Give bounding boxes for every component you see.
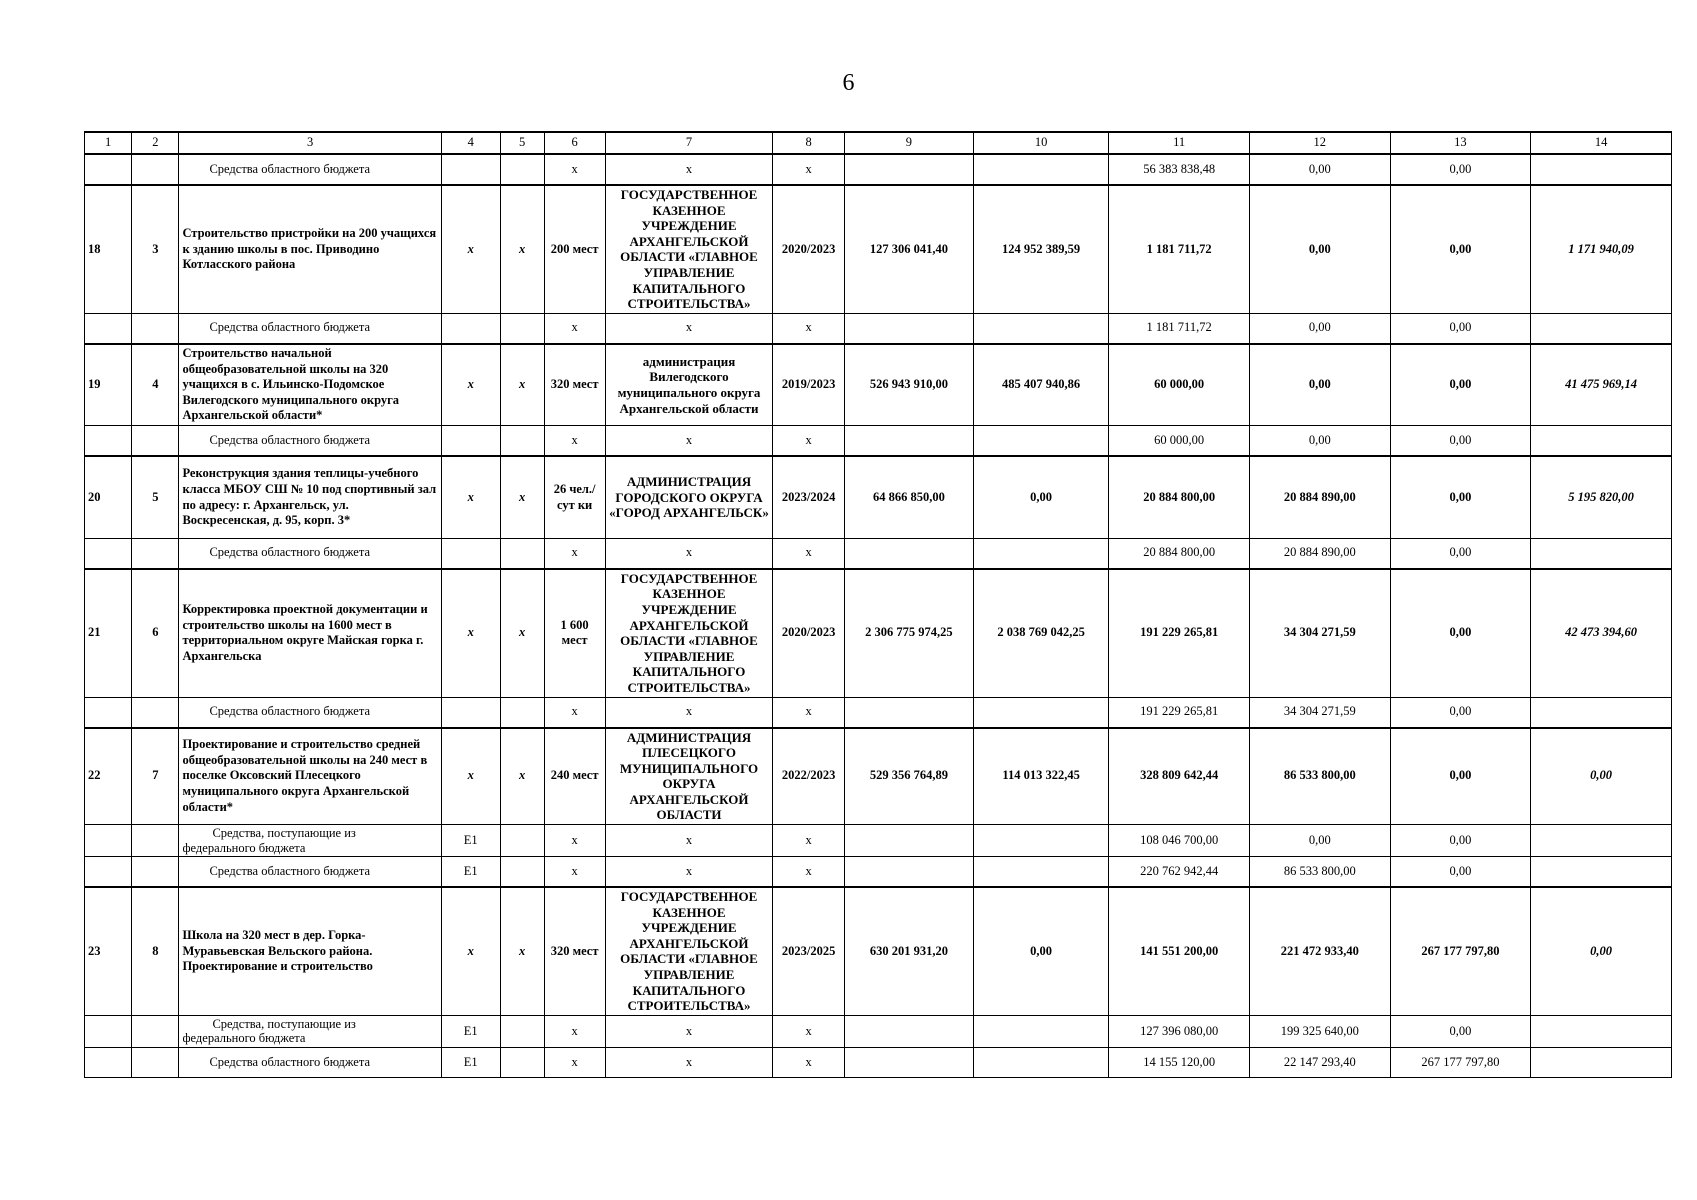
capacity: 320 мест xyxy=(544,344,605,426)
funding-source-row xyxy=(85,1015,1672,1047)
empty-cell xyxy=(1531,825,1672,857)
empty-cell xyxy=(1531,857,1672,888)
col6-value: х xyxy=(544,313,605,344)
empty-cell xyxy=(132,154,179,185)
col4-code: Е1 xyxy=(441,857,500,888)
header-col-8: 8 xyxy=(773,132,844,154)
amount-col11: 127 396 080,00 xyxy=(1109,1015,1250,1047)
col7-value: х xyxy=(605,1047,773,1077)
amount-col11: 56 383 838,48 xyxy=(1109,154,1250,185)
header-col-2: 2 xyxy=(132,132,179,154)
col4-code: Е1 xyxy=(441,1015,500,1047)
empty-cell xyxy=(85,538,132,569)
empty-cell xyxy=(85,825,132,857)
item-number: 3 xyxy=(132,185,179,313)
customer-org: ГОСУДАРСТВЕННОЕ КАЗЕННОЕ УЧРЕЖДЕНИЕ АРХАНГЕЛЬСКОЙ ОБЛАСТИ «ГЛАВНОЕ УПРАВЛЕНИЕ КАПИТАЛЬНОГО СТРОИТЕЛЬСТВА» xyxy=(605,185,773,313)
amount-col13: 0,00 xyxy=(1390,185,1531,313)
funding-source xyxy=(179,1015,441,1047)
header-col-9: 9 xyxy=(844,132,973,154)
capacity: 26 чел./сут ки xyxy=(544,456,605,538)
empty-cell xyxy=(844,1047,973,1077)
funded-before: 0,00 xyxy=(973,456,1108,538)
period: 2023/2024 xyxy=(773,456,844,538)
amount-col12: 86 533 800,00 xyxy=(1249,857,1390,888)
funded-before: 485 407 940,86 xyxy=(973,344,1108,426)
amount-col11: 328 809 642,44 xyxy=(1109,728,1250,825)
empty-cell xyxy=(1531,538,1672,569)
col5-value: х xyxy=(500,887,544,1015)
col7-value: х xyxy=(605,538,773,569)
empty-cell xyxy=(500,154,544,185)
col7-value: х xyxy=(605,154,773,185)
item-number: 4 xyxy=(132,344,179,426)
amount-col13: 0,00 xyxy=(1390,456,1531,538)
col8-value: х xyxy=(773,1015,844,1047)
empty-cell xyxy=(973,313,1108,344)
empty-cell xyxy=(844,538,973,569)
project-name: Строительство начальной общеобразовательной школы на 320 учащихся в с. Ильинско-Подомское Вилегодского муниципального округа Архангельской области* xyxy=(179,344,441,426)
col8-value: х xyxy=(773,313,844,344)
col8-value: х xyxy=(773,538,844,569)
amount-col11: 60 000,00 xyxy=(1109,344,1250,426)
empty-cell xyxy=(500,697,544,728)
empty-cell xyxy=(500,426,544,457)
funding-source-line2: федерального бюджета xyxy=(182,1031,306,1046)
empty-cell xyxy=(132,857,179,888)
estimated-cost: 64 866 850,00 xyxy=(844,456,973,538)
row-number: 18 xyxy=(85,185,132,313)
project-name: Проектирование и строительство средней общеобразовательной школы на 240 мест в поселке Оксовский Плесецкого муниципального округа Архангельской области* xyxy=(179,728,441,825)
empty-cell xyxy=(132,697,179,728)
empty-cell xyxy=(973,825,1108,857)
capacity: 1 600 мест xyxy=(544,569,605,697)
capacity: 320 мест xyxy=(544,887,605,1015)
header-col-14: 14 xyxy=(1531,132,1672,154)
amount-col11: 220 762 942,44 xyxy=(1109,857,1250,888)
funding-source-row xyxy=(85,538,1672,569)
header-col-6: 6 xyxy=(544,132,605,154)
empty-cell xyxy=(85,313,132,344)
col7-value: х xyxy=(605,857,773,888)
funding-source-row xyxy=(85,857,1672,888)
empty-cell xyxy=(132,825,179,857)
amount-col13: 267 177 797,80 xyxy=(1390,1047,1531,1077)
empty-cell xyxy=(973,1015,1108,1047)
funding-source: Средства областного бюджета xyxy=(179,697,441,728)
empty-cell xyxy=(500,857,544,888)
funding-source: Средства областного бюджета xyxy=(179,538,441,569)
remaining-amount: 41 475 969,14 xyxy=(1531,344,1672,426)
row-number: 20 xyxy=(85,456,132,538)
empty-cell xyxy=(844,825,973,857)
empty-cell xyxy=(844,697,973,728)
col7-value: х xyxy=(605,697,773,728)
row-number: 22 xyxy=(85,728,132,825)
funded-before: 114 013 322,45 xyxy=(973,728,1108,825)
project-row xyxy=(85,185,1672,313)
funding-source: Средства областного бюджета xyxy=(179,426,441,457)
estimated-cost: 127 306 041,40 xyxy=(844,185,973,313)
empty-cell xyxy=(85,1015,132,1047)
capacity: 240 мест xyxy=(544,728,605,825)
estimated-cost: 526 943 910,00 xyxy=(844,344,973,426)
project-row xyxy=(85,887,1672,1015)
amount-col12: 199 325 640,00 xyxy=(1249,1015,1390,1047)
amount-col13: 0,00 xyxy=(1390,569,1531,697)
funding-source-row xyxy=(85,697,1672,728)
col6-value: х xyxy=(544,1047,605,1077)
project-name: Школа на 320 мест в дер. Горка-Муравьевская Вельского района. Проектирование и строительство xyxy=(179,887,441,1015)
funding-source: Средства областного бюджета xyxy=(179,313,441,344)
remaining-amount: 0,00 xyxy=(1531,887,1672,1015)
row-number: 21 xyxy=(85,569,132,697)
empty-cell xyxy=(500,538,544,569)
col8-value: х xyxy=(773,426,844,457)
col7-value: х xyxy=(605,825,773,857)
amount-col11: 14 155 120,00 xyxy=(1109,1047,1250,1077)
empty-cell xyxy=(973,1047,1108,1077)
col4-code xyxy=(441,697,500,728)
project-row xyxy=(85,344,1672,426)
amount-col13: 0,00 xyxy=(1390,154,1531,185)
amount-col12: 0,00 xyxy=(1249,154,1390,185)
header-col-1: 1 xyxy=(85,132,132,154)
col6-value: х xyxy=(544,697,605,728)
col4-value: х xyxy=(441,344,500,426)
row-number: 19 xyxy=(85,344,132,426)
customer-org: ГОСУДАРСТВЕННОЕ КАЗЕННОЕ УЧРЕЖДЕНИЕ АРХАНГЕЛЬСКОЙ ОБЛАСТИ «ГЛАВНОЕ УПРАВЛЕНИЕ КАПИТАЛЬНОГО СТРОИТЕЛЬСТВА» xyxy=(605,569,773,697)
header-col-11: 11 xyxy=(1109,132,1250,154)
empty-cell xyxy=(844,1015,973,1047)
customer-org: ГОСУДАРСТВЕННОЕ КАЗЕННОЕ УЧРЕЖДЕНИЕ АРХАНГЕЛЬСКОЙ ОБЛАСТИ «ГЛАВНОЕ УПРАВЛЕНИЕ КАПИТАЛЬНОГО СТРОИТЕЛЬСТВА» xyxy=(605,887,773,1015)
empty-cell xyxy=(1531,697,1672,728)
amount-col12: 20 884 890,00 xyxy=(1249,538,1390,569)
period: 2022/2023 xyxy=(773,728,844,825)
capacity: 200 мест xyxy=(544,185,605,313)
amount-col13: 267 177 797,80 xyxy=(1390,887,1531,1015)
empty-cell xyxy=(132,313,179,344)
col4-value: х xyxy=(441,185,500,313)
estimated-cost: 630 201 931,20 xyxy=(844,887,973,1015)
amount-col13: 0,00 xyxy=(1390,313,1531,344)
header-col-10: 10 xyxy=(973,132,1108,154)
funding-source-row xyxy=(85,1047,1672,1077)
estimated-cost: 529 356 764,89 xyxy=(844,728,973,825)
amount-col13: 0,00 xyxy=(1390,697,1531,728)
empty-cell xyxy=(973,857,1108,888)
empty-cell xyxy=(85,1047,132,1077)
header-col-7: 7 xyxy=(605,132,773,154)
empty-cell xyxy=(973,426,1108,457)
customer-org: администрация Вилегодского муниципального округа Архангельской области xyxy=(605,344,773,426)
col8-value: х xyxy=(773,857,844,888)
funding-source-line2: федерального бюджета xyxy=(182,840,306,855)
amount-col11: 108 046 700,00 xyxy=(1109,825,1250,857)
amount-col13: 0,00 xyxy=(1390,344,1531,426)
period: 2020/2023 xyxy=(773,185,844,313)
amount-col11: 1 181 711,72 xyxy=(1109,313,1250,344)
header-col-3: 3 xyxy=(179,132,441,154)
col8-value: х xyxy=(773,697,844,728)
amount-col12: 20 884 890,00 xyxy=(1249,456,1390,538)
empty-cell xyxy=(85,697,132,728)
item-number: 8 xyxy=(132,887,179,1015)
col8-value: х xyxy=(773,1047,844,1077)
empty-cell xyxy=(1531,154,1672,185)
col4-code xyxy=(441,538,500,569)
empty-cell xyxy=(973,538,1108,569)
empty-cell xyxy=(132,538,179,569)
col7-value: х xyxy=(605,1015,773,1047)
empty-cell xyxy=(132,1015,179,1047)
header-col-5: 5 xyxy=(500,132,544,154)
project-row xyxy=(85,569,1672,697)
funding-source-line1: Средства, поступающие из xyxy=(212,1016,356,1031)
amount-col12: 34 304 271,59 xyxy=(1249,569,1390,697)
col4-code xyxy=(441,426,500,457)
amount-col11: 141 551 200,00 xyxy=(1109,887,1250,1015)
amount-col12: 0,00 xyxy=(1249,426,1390,457)
project-name: Реконструкция здания теплицы-учебного класса МБОУ СШ № 10 под спортивный зал по адресу: г. Архангельск, ул. Воскресенская, д. 95, корп. 3* xyxy=(179,456,441,538)
amount-col13: 0,00 xyxy=(1390,728,1531,825)
project-row xyxy=(85,456,1672,538)
header-col-4: 4 xyxy=(441,132,500,154)
row-number: 23 xyxy=(85,887,132,1015)
col8-value: х xyxy=(773,154,844,185)
empty-cell xyxy=(500,313,544,344)
col7-value: х xyxy=(605,426,773,457)
amount-col12: 0,00 xyxy=(1249,313,1390,344)
amount-col11: 20 884 800,00 xyxy=(1109,538,1250,569)
empty-cell xyxy=(85,857,132,888)
col6-value: х xyxy=(544,426,605,457)
empty-cell xyxy=(1531,313,1672,344)
amount-col11: 1 181 711,72 xyxy=(1109,185,1250,313)
empty-cell xyxy=(973,697,1108,728)
empty-cell xyxy=(132,426,179,457)
empty-cell xyxy=(85,426,132,457)
estimated-cost: 2 306 775 974,25 xyxy=(844,569,973,697)
col6-value: х xyxy=(544,857,605,888)
amount-col13: 0,00 xyxy=(1390,426,1531,457)
amount-col11: 191 229 265,81 xyxy=(1109,697,1250,728)
empty-cell xyxy=(132,1047,179,1077)
col4-value: х xyxy=(441,569,500,697)
customer-org: АДМИНИСТРАЦИЯ ПЛЕСЕЦКОГО МУНИЦИПАЛЬНОГО ОКРУГА АРХАНГЕЛЬСКОЙ ОБЛАСТИ xyxy=(605,728,773,825)
funding-source-row xyxy=(85,313,1672,344)
period: 2019/2023 xyxy=(773,344,844,426)
amount-col12: 0,00 xyxy=(1249,825,1390,857)
col5-value: х xyxy=(500,344,544,426)
funding-source xyxy=(179,825,441,857)
col5-value: х xyxy=(500,185,544,313)
page-number: 6 xyxy=(842,70,855,96)
item-number: 6 xyxy=(132,569,179,697)
amount-col12: 34 304 271,59 xyxy=(1249,697,1390,728)
col5-value: х xyxy=(500,569,544,697)
funding-source-row xyxy=(85,825,1672,857)
empty-cell xyxy=(844,857,973,888)
amount-col13: 0,00 xyxy=(1390,538,1531,569)
funding-source-row xyxy=(85,154,1672,185)
amount-col11: 20 884 800,00 xyxy=(1109,456,1250,538)
funding-source: Средства областного бюджета xyxy=(179,1047,441,1077)
empty-cell xyxy=(844,426,973,457)
funded-before: 0,00 xyxy=(973,887,1108,1015)
col4-code: Е1 xyxy=(441,1047,500,1077)
project-row xyxy=(85,728,1672,825)
funded-before: 2 038 769 042,25 xyxy=(973,569,1108,697)
col4-code xyxy=(441,154,500,185)
col6-value: х xyxy=(544,538,605,569)
col4-value: х xyxy=(441,887,500,1015)
amount-col12: 22 147 293,40 xyxy=(1249,1047,1390,1077)
col6-value: х xyxy=(544,1015,605,1047)
col5-value: х xyxy=(500,728,544,825)
header-col-13: 13 xyxy=(1390,132,1531,154)
funding-source-row xyxy=(85,426,1672,457)
col4-value: х xyxy=(441,456,500,538)
empty-cell xyxy=(85,154,132,185)
col6-value: х xyxy=(544,154,605,185)
col4-code xyxy=(441,313,500,344)
funding-source: Средства областного бюджета xyxy=(179,857,441,888)
col4-value: х xyxy=(441,728,500,825)
amount-col13: 0,00 xyxy=(1390,825,1531,857)
col4-code: Е1 xyxy=(441,825,500,857)
amount-col12: 86 533 800,00 xyxy=(1249,728,1390,825)
funding-source: Средства областного бюджета xyxy=(179,154,441,185)
amount-col11: 191 229 265,81 xyxy=(1109,569,1250,697)
remaining-amount: 5 195 820,00 xyxy=(1531,456,1672,538)
empty-cell xyxy=(844,313,973,344)
empty-cell xyxy=(1531,426,1672,457)
amount-col13: 0,00 xyxy=(1390,1015,1531,1047)
amount-col13: 0,00 xyxy=(1390,857,1531,888)
empty-cell xyxy=(1531,1015,1672,1047)
empty-cell xyxy=(500,825,544,857)
project-name: Корректировка проектной документации и строительство школы на 1600 мест в территориальном округе Майская горка г. Архангельска xyxy=(179,569,441,697)
item-number: 5 xyxy=(132,456,179,538)
header-col-12: 12 xyxy=(1249,132,1390,154)
empty-cell xyxy=(500,1047,544,1077)
amount-col12: 0,00 xyxy=(1249,344,1390,426)
project-name: Строительство пристройки на 200 учащихся к зданию школы в пос. Приводино Котласского района xyxy=(179,185,441,313)
col7-value: х xyxy=(605,313,773,344)
col6-value: х xyxy=(544,825,605,857)
amount-col11: 60 000,00 xyxy=(1109,426,1250,457)
funding-source-line1: Средства, поступающие из xyxy=(212,826,356,841)
amount-col12: 221 472 933,40 xyxy=(1249,887,1390,1015)
col5-value: х xyxy=(500,456,544,538)
amount-col12: 0,00 xyxy=(1249,185,1390,313)
period: 2023/2025 xyxy=(773,887,844,1015)
budget-table xyxy=(84,131,1672,1078)
customer-org: АДМИНИСТРАЦИЯ ГОРОДСКОГО ОКРУГА «ГОРОД АРХАНГЕЛЬСК» xyxy=(605,456,773,538)
col8-value: х xyxy=(773,825,844,857)
period: 2020/2023 xyxy=(773,569,844,697)
header-row xyxy=(85,132,1672,154)
remaining-amount: 0,00 xyxy=(1531,728,1672,825)
item-number: 7 xyxy=(132,728,179,825)
empty-cell xyxy=(500,1015,544,1047)
remaining-amount: 42 473 394,60 xyxy=(1531,569,1672,697)
empty-cell xyxy=(973,154,1108,185)
funded-before: 124 952 389,59 xyxy=(973,185,1108,313)
empty-cell xyxy=(844,154,973,185)
remaining-amount: 1 171 940,09 xyxy=(1531,185,1672,313)
empty-cell xyxy=(1531,1047,1672,1077)
